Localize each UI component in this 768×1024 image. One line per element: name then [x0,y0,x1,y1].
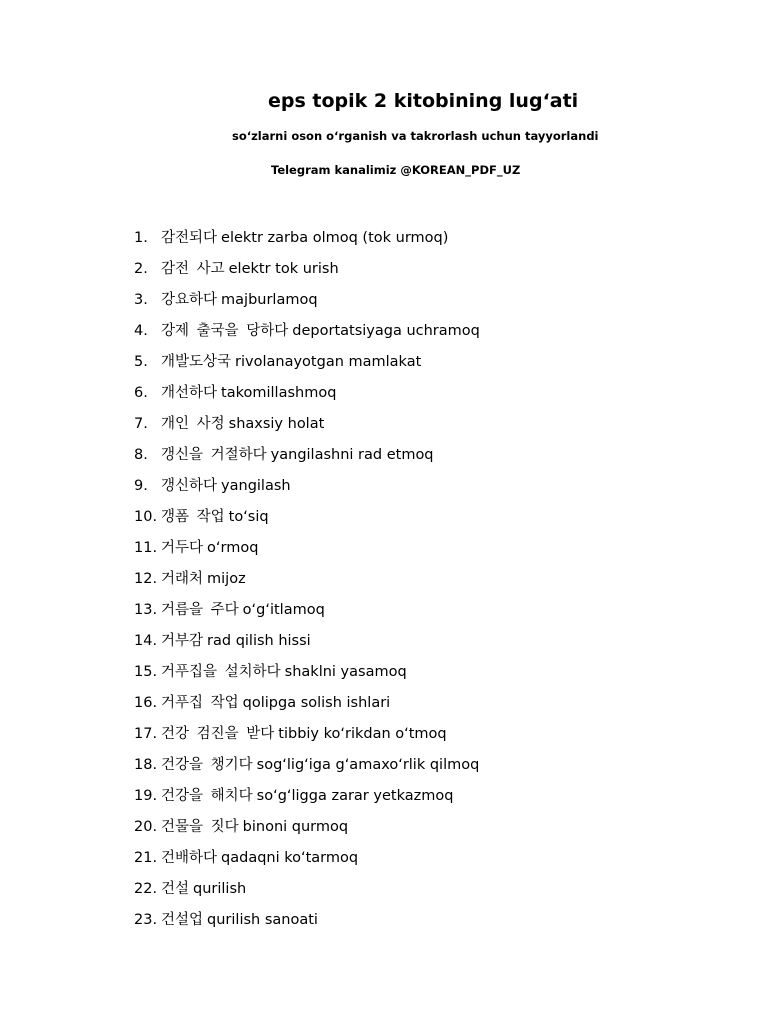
vocabulary-entry [134,784,480,815]
entry-number: 6. [134,385,148,401]
vocabulary-entry [134,815,480,846]
korean-word: 개인 사정 [161,416,225,432]
entry-number: 18. [134,757,158,773]
uzbek-translation: binoni qurmoq [242,819,349,835]
uzbek-translation: rivolanayotgan mamlakat [235,354,422,370]
uzbek-translation: shaxsiy holat [228,416,325,432]
entry-number: 1. [134,230,148,246]
vocabulary-entry [134,629,480,660]
vocabulary-entry [134,691,480,722]
entry-number: 10. [134,509,158,525]
korean-word: 건설업 [161,912,204,928]
uzbek-translation: yangilash [221,478,291,494]
entry-number: 23. [134,912,158,928]
korean-word: 감전되다 [161,230,218,246]
uzbek-translation: o‘rmoq [207,540,259,556]
entry-number: 14. [134,633,158,649]
korean-word: 건강을 해치다 [161,788,253,804]
uzbek-translation: takomillashmoq [221,385,337,401]
korean-word: 건강을 챙기다 [161,757,253,773]
entry-number: 16. [134,695,158,711]
vocabulary-entry [134,257,480,288]
vocabulary-entry [134,908,480,939]
vocabulary-entry [134,381,480,412]
telegram-channel: Telegram kanalimiz @KOREAN_PDF_UZ [271,163,521,177]
uzbek-translation: yangilashni rad etmoq [270,447,434,463]
vocabulary-entry [134,846,480,877]
entry-number: 8. [134,447,148,463]
korean-word: 거푸집을 설치하다 [161,664,281,680]
entry-number: 13. [134,602,158,618]
korean-word: 강제 출국을 당하다 [161,323,289,339]
vocabulary-entry [134,536,480,567]
korean-word: 개선하다 [161,385,218,401]
entry-number: 7. [134,416,148,432]
uzbek-translation: to‘siq [228,509,269,525]
korean-word: 강요하다 [161,292,218,308]
entry-number: 2. [134,261,148,277]
vocabulary-entry [134,319,480,350]
vocabulary-entry [134,226,480,257]
vocabulary-entry [134,660,480,691]
document-subtitle: so‘zlarni oson o‘rganish va takrorlash uchun tayyorlandi [232,129,599,143]
entry-number: 3. [134,292,148,308]
korean-word: 갱신하다 [161,478,218,494]
uzbek-translation: qurilish [193,881,247,897]
entry-number: 12. [134,571,158,587]
korean-word: 건설 [161,881,190,897]
vocabulary-entry [134,753,480,784]
entry-number: 15. [134,664,158,680]
vocabulary-entry [134,474,480,505]
vocabulary-entry [134,505,480,536]
uzbek-translation: elektr tok urish [228,261,339,277]
entry-number: 4. [134,323,148,339]
entry-number: 21. [134,850,158,866]
uzbek-translation: mijoz [207,571,246,587]
korean-word: 건강 검진을 받다 [161,726,275,742]
uzbek-translation: so‘g‘ligga zarar yetkazmoq [256,788,454,804]
korean-word: 개발도상국 [161,354,232,370]
korean-word: 감전 사고 [161,261,225,277]
uzbek-translation: qurilish sanoati [207,912,318,928]
uzbek-translation: elektr zarba olmoq (tok urmoq) [221,230,449,246]
korean-word: 건배하다 [161,850,218,866]
vocabulary-entry [134,877,480,908]
vocabulary-entry [134,443,480,474]
korean-word: 거래처 [161,571,204,587]
korean-word: 거푸집 작업 [161,695,239,711]
vocabulary-entry [134,598,480,629]
vocabulary-entry [134,722,480,753]
korean-word: 갱신을 거절하다 [161,447,267,463]
uzbek-translation: sog‘lig‘iga g‘amaxo‘rlik qilmoq [256,757,480,773]
entry-number: 17. [134,726,158,742]
vocabulary-entry [134,567,480,598]
uzbek-translation: majburlamoq [221,292,318,308]
korean-word: 건물을 짓다 [161,819,239,835]
entry-number: 5. [134,354,148,370]
entry-number: 19. [134,788,158,804]
vocabulary-entry [134,412,480,443]
uzbek-translation: tibbiy ko‘rikdan o‘tmoq [278,726,447,742]
vocabulary-list [134,226,480,939]
uzbek-translation: qolipga solish ishlari [242,695,391,711]
entry-number: 22. [134,881,158,897]
entry-number: 20. [134,819,158,835]
vocabulary-entry [134,350,480,381]
korean-word: 거두다 [161,540,204,556]
uzbek-translation: qadaqni ko‘tarmoq [221,850,359,866]
vocabulary-entry [134,288,480,319]
uzbek-translation: rad qilish hissi [207,633,311,649]
uzbek-translation: o‘g‘itlamoq [242,602,325,618]
uzbek-translation: shaklni yasamoq [284,664,407,680]
korean-word: 거름을 주다 [161,602,239,618]
entry-number: 11. [134,540,158,556]
document-title: eps topik 2 kitobining lug‘ati [268,90,579,112]
korean-word: 거부감 [161,633,204,649]
korean-word: 갱폼 작업 [161,509,225,525]
entry-number: 9. [134,478,148,494]
uzbek-translation: deportatsiyaga uchramoq [292,323,480,339]
